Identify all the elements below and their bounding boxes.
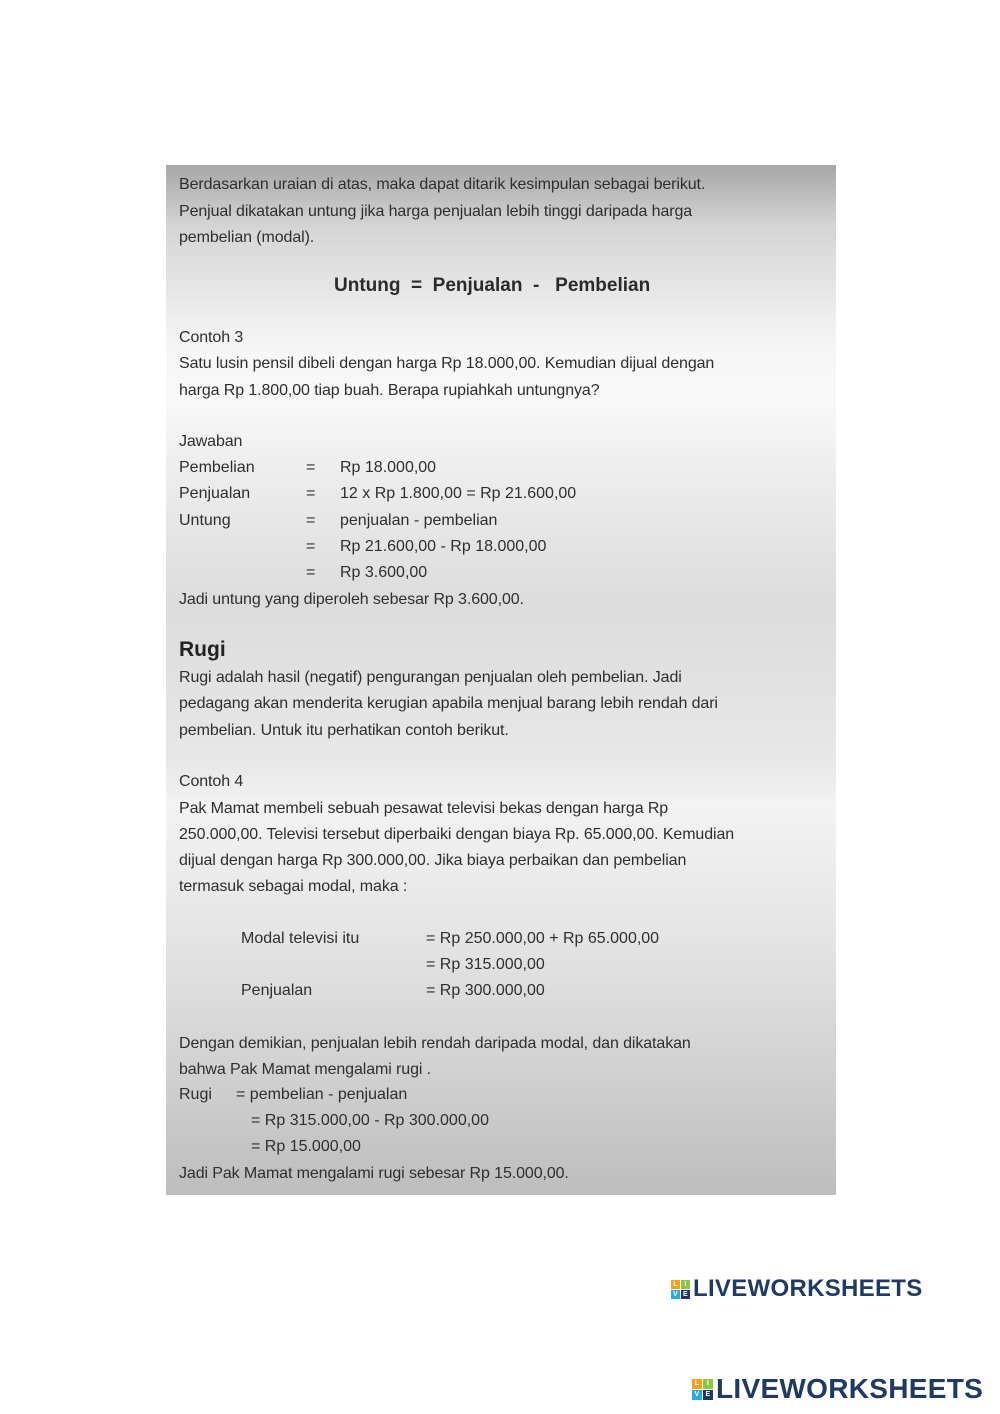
row-value: Rp 21.600,00 - Rp 18.000,00	[340, 538, 547, 555]
contoh3-title: Contoh 3	[179, 329, 244, 346]
contoh3-line-2: harga Rp 1.800,00 tiap buah. Berapa rupiahkah untungnya?	[179, 382, 600, 399]
rugi-calc-line-2: = Rp 315.000,00 - Rp 300.000,00	[251, 1112, 489, 1129]
modal-label: Modal televisi itu	[241, 930, 360, 947]
rugi-line-2: pedagang akan menderita kerugian apabila menjual barang lebih rendah dari	[179, 695, 718, 712]
modal-value-1: = Rp 250.000,00 + Rp 65.000,00	[426, 930, 660, 947]
row-value: penjualan - pembelian	[340, 512, 498, 529]
rugi-calc-line-1: = pembelian - penjualan	[236, 1086, 408, 1103]
contoh4-line-3: dijual dengan harga Rp 300.000,00. Jika biaya perbaikan dan pembelian	[179, 852, 687, 869]
rugi-calc-line-3: = Rp 15.000,00	[251, 1138, 361, 1155]
penjualan-value: = Rp 300.000,00	[426, 982, 545, 999]
liveworksheets-mark-icon: L I V E	[692, 1379, 713, 1400]
jawaban-label: Jawaban	[179, 433, 243, 450]
intro-line-3: pembelian (modal).	[179, 229, 315, 246]
row-eq: =	[306, 538, 316, 555]
rugi-line-3: pembelian. Untuk itu perhatikan contoh berikut.	[179, 722, 509, 739]
rugi-calc-label: Rugi	[179, 1086, 212, 1103]
row-value: 12 x Rp 1.800,00 = Rp 21.600,00	[340, 485, 577, 502]
contoh4-line-1: Pak Mamat membeli sebuah pesawat televisi bekas dengan harga Rp	[179, 800, 669, 817]
intro-line-2: Penjual dikatakan untung jika harga penjualan lebih tinggi daripada harga	[179, 203, 693, 220]
liveworksheets-logo-footer	[692, 1373, 983, 1405]
modal-value-2: = Rp 315.000,00	[426, 956, 545, 973]
contoh4-title: Contoh 4	[179, 773, 244, 790]
contoh4-conclusion: Jadi Pak Mamat mengalami rugi sebesar Rp 15.000,00.	[179, 1165, 569, 1182]
contoh3-line-1: Satu lusin pensil dibeli dengan harga Rp 18.000,00. Kemudian dijual dengan	[179, 355, 715, 372]
demikian-line-2: bahwa Pak Mamat mengalami rugi .	[179, 1061, 432, 1078]
row-eq: =	[306, 485, 316, 502]
contoh4-line-2: 250.000,00. Televisi tersebut diperbaiki dengan biaya Rp. 65.000,00. Kemudian	[179, 826, 735, 843]
rugi-heading: Rugi	[179, 638, 226, 661]
logo-text: LIVEWORKSHEETS	[693, 1275, 923, 1302]
demikian-line-1: Dengan demikian, penjualan lebih rendah daripada modal, dan dikatakan	[179, 1035, 691, 1052]
row-label: Penjualan	[179, 485, 251, 502]
row-eq: =	[306, 459, 316, 476]
intro-line-1: Berdasarkan uraian di atas, maka dapat ditarik kesimpulan sebagai berikut.	[179, 176, 706, 193]
row-label: Pembelian	[179, 459, 255, 476]
profit-formula: Untung = Penjualan - Pembelian	[334, 275, 651, 296]
contoh3-conclusion: Jadi untung yang diperoleh sebesar Rp 3.600,00.	[179, 591, 524, 608]
logo-text: LIVEWORKSHEETS	[716, 1373, 984, 1404]
row-value: Rp 3.600,00	[340, 564, 428, 581]
penjualan-label: Penjualan	[241, 982, 313, 999]
row-eq: =	[306, 512, 316, 529]
row-label: Untung	[179, 512, 231, 529]
worksheet-image	[166, 165, 836, 1195]
row-value: Rp 18.000,00	[340, 459, 437, 476]
liveworksheets-logo	[671, 1275, 923, 1303]
row-eq: =	[306, 564, 316, 581]
liveworksheets-mark-icon: L I V E	[671, 1280, 690, 1299]
contoh4-line-4: termasuk sebagai modal, maka :	[179, 878, 408, 895]
rugi-line-1: Rugi adalah hasil (negatif) pengurangan penjualan oleh pembelian. Jadi	[179, 669, 682, 686]
